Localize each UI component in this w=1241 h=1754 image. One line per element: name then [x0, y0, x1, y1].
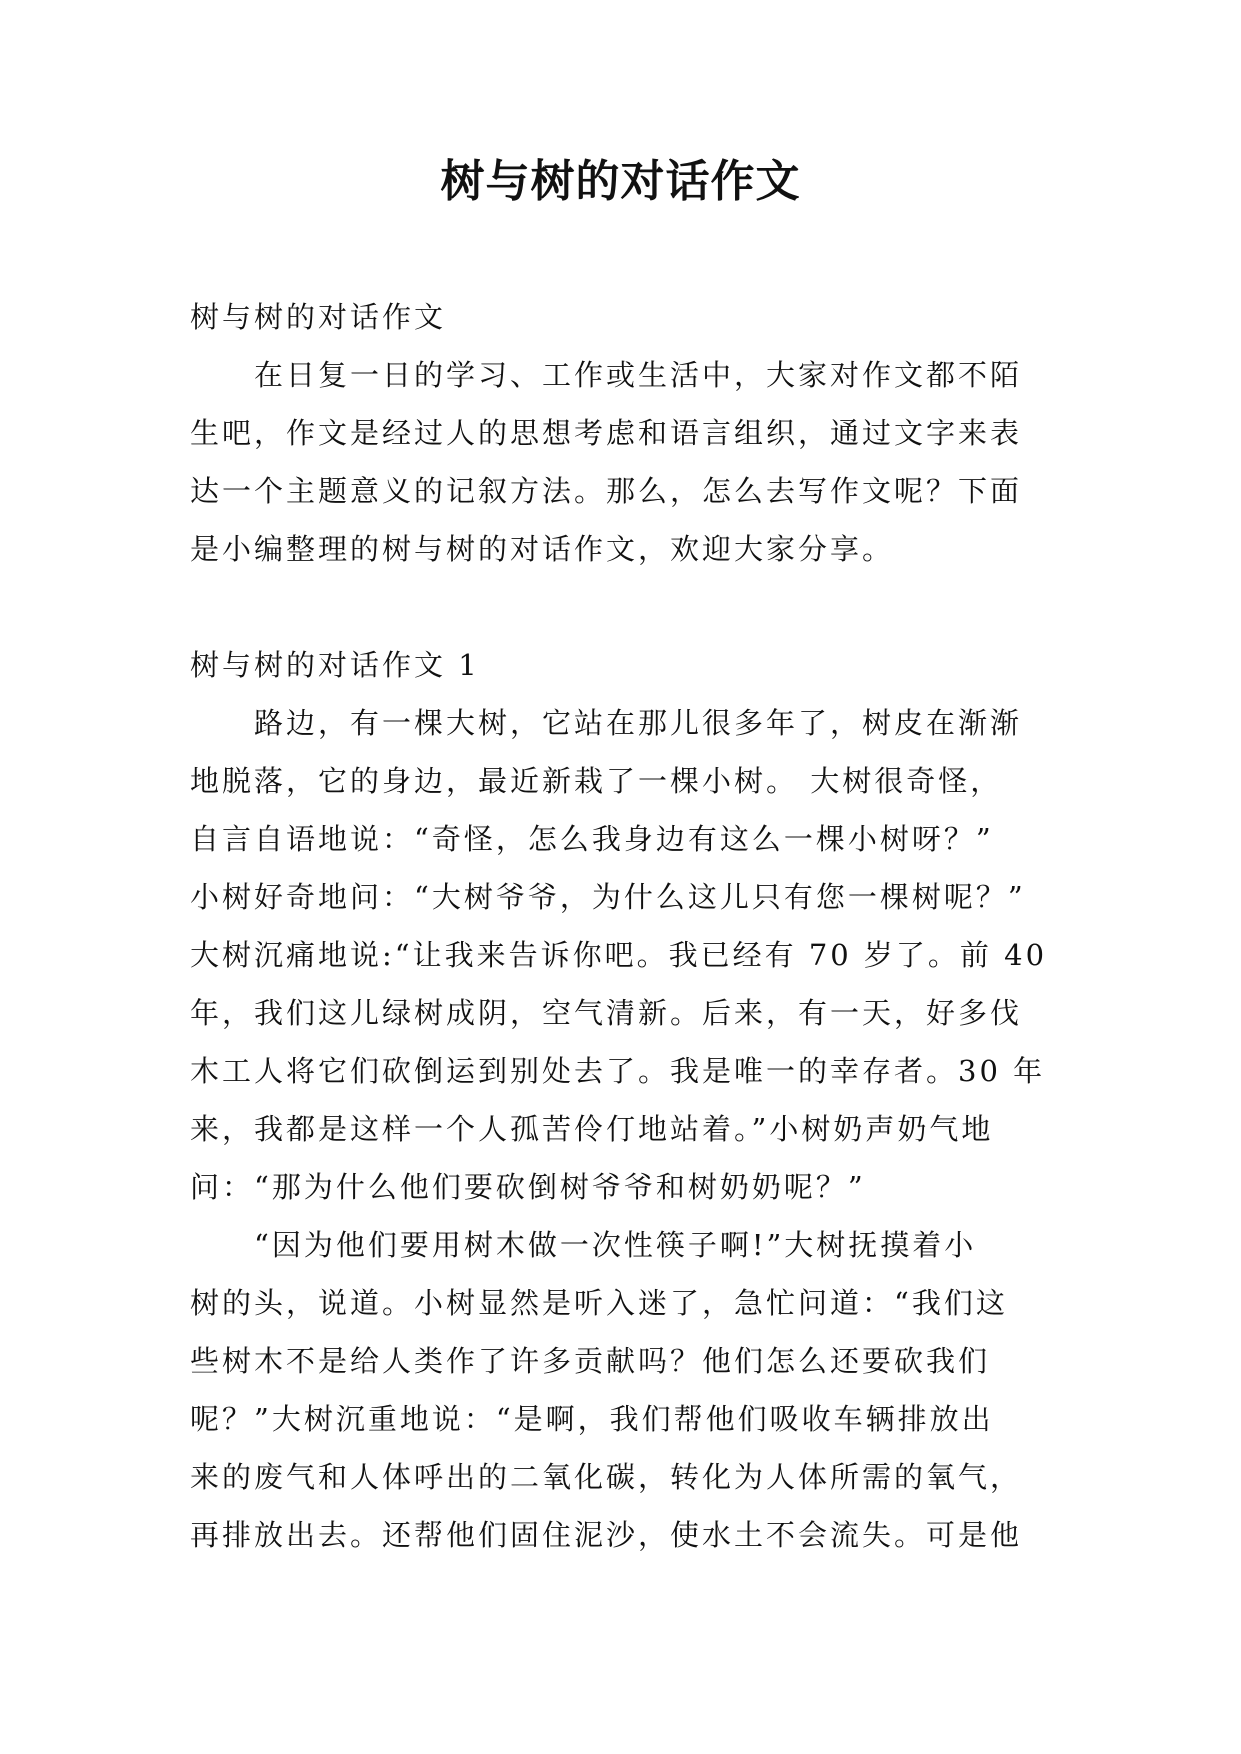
paragraph-line: 木工人将它们砍倒运到别处去了。我是唯一的幸存者。30 年 — [190, 1054, 1046, 1088]
paragraph-line: 生吧，作文是经过人的思想考虑和语言组织，通过文字来表 — [190, 416, 1023, 450]
paragraph-line: 树的头，说道。小树显然是听入迷了，急忙问道：“我们这 — [190, 1286, 1008, 1320]
paragraph-line: 是小编整理的树与树的对话作文，欢迎大家分享。 — [190, 532, 895, 566]
paragraph-line: 来的废气和人体呼出的二氧化碳，转化为人体所需的氧气， — [190, 1460, 1023, 1494]
document-body — [190, 288, 1052, 1564]
paragraph-line: 些树木不是给人类作了许多贡献吗？他们怎么还要砍我们 — [190, 1344, 991, 1378]
paragraph-line: 年，我们这儿绿树成阴，空气清新。后来，有一天，好多伐 — [190, 996, 1023, 1030]
paragraph-line: 呢？”大树沉重地说：“是啊，我们帮他们吸收车辆排放出 — [190, 1402, 994, 1436]
intro-paragraph — [190, 346, 1052, 578]
paragraph-line: 地脱落，它的身边，最近新栽了一棵小树。 大树很奇怪， — [190, 764, 1003, 798]
paragraph-line: 达一个主题意义的记叙方法。那么，怎么去写作文呢？下面 — [190, 474, 1023, 508]
paragraph-line: 自言自语地说：“奇怪，怎么我身边有这么一棵小树呀？” — [190, 822, 994, 856]
section1-paragraph-2 — [190, 1216, 1052, 1564]
paragraph-line: 来，我都是这样一个人孤苦伶仃地站着。”小树奶声奶气地 — [190, 1112, 994, 1146]
section1-paragraph-1 — [190, 694, 1052, 1216]
paragraph-line: 在日复一日的学习、工作或生活中，大家对作文都不陌 — [254, 358, 1023, 392]
paragraph-line: “因为他们要用树木做一次性筷子啊!”大树抚摸着小 — [254, 1228, 977, 1262]
intro-heading: 树与树的对话作文 — [190, 300, 447, 334]
paragraph-line: 路边，有一棵大树，它站在那儿很多年了，树皮在渐渐 — [254, 706, 1023, 740]
section-heading: 树与树的对话作文 1 — [190, 648, 480, 682]
paragraph-line: 再排放出去。还帮他们固住泥沙，使水土不会流失。可是他 — [190, 1518, 1023, 1552]
paragraph-line: 小树好奇地问：“大树爷爷，为什么这儿只有您一棵树呢？” — [190, 880, 1026, 914]
paragraph-line: 问：“那为什么他们要砍倒树爷爷和树奶奶呢？” — [190, 1170, 866, 1204]
section-spacer — [190, 578, 1052, 636]
document-title: 树与树的对话作文 — [440, 156, 801, 207]
paragraph-line: 大树沉痛地说:“让我来告诉你吧。我已经有 70 岁了。前 40 — [190, 938, 1048, 972]
